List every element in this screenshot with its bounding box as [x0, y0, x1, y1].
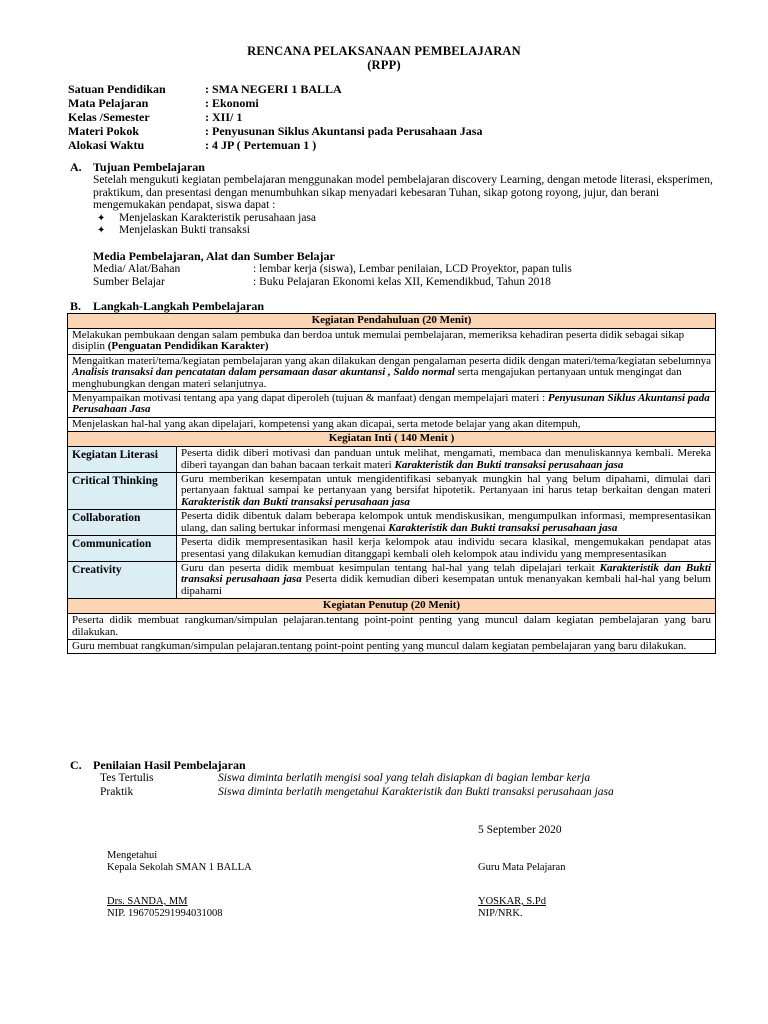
goal-item — [97, 212, 316, 224]
inti-row — [68, 536, 716, 562]
inti-row — [68, 447, 716, 473]
inti-label: Kegiatan Literasi — [68, 447, 177, 473]
section-letter: A. — [70, 160, 82, 174]
cell-text: Melakukan pembukaan dengan salam pembuka dan berdoa untuk memulai pembelajaran, memeriksa kehadiran peserta didik sebagai sikap disiplin — [72, 329, 685, 353]
document-date: 5 September 2020 — [478, 824, 562, 836]
principal-nip: NIP. 196705291994031008 — [107, 908, 223, 919]
cell-text: serta mengajukan pertanyaan untuk mengingat dan menghubungkan dengan materi selanjutnya. — [72, 366, 682, 390]
cell-text: Menjelaskan hal-hal yang akan dipelajari, kompetensi yang akan dicapai, serta metode belajar yang akan ditempuh, — [72, 417, 581, 430]
emphasis-text: Analisis transaksi dan pencatatan dalam persamaan dasar akuntansi , Saldo normal — [72, 366, 455, 379]
inti-label: Critical Thinking — [68, 473, 177, 510]
cell-text: Mengaitkan materi/tema/kegiatan pembelajaran yang akan dilakukan dengan pengalaman peserta didik dengan materi/tema/kegiatan sebelumnya — [72, 354, 711, 367]
learning-steps-table — [67, 313, 716, 654]
cell-text: Peserta didik diberi motivasi dan panduan untuk melihat, mengamati, membaca dan menuliskannya kembali. Mereka diberi tayangan dan bahan bacaan terkait materi — [181, 447, 711, 471]
identity-label: Alokasi Waktu — [68, 138, 145, 152]
emphasis-text: Penyusunan Siklus Akuntansi pada Perusahaan Jasa — [72, 392, 710, 416]
inti-content — [177, 447, 716, 473]
inti-content — [177, 536, 716, 562]
cell-text: Peserta didik kemudian diberi kesempatan untuk menanyakan kembali hal-hal yang belum dipahami — [181, 573, 711, 597]
section-letter: B. — [70, 299, 82, 313]
section-letter: C. — [70, 758, 82, 772]
identity-label: Satuan Pendidikan — [68, 82, 166, 96]
cell-text: Peserta didik mempresentasikan hasil kerja kelompok atau individu secara klasikal, mengemukakan pendapat atas presentasi yang dilakukan kemudian ditanggapi kembali oleh kelompok atau individu yang mempresentasikan — [181, 536, 711, 560]
penutup-header: Kegiatan Penutup (20 Menit) — [68, 599, 716, 614]
identity-value: : SMA NEGERI 1 BALLA — [205, 82, 342, 96]
media-label: Media/ Alat/Bahan — [93, 263, 181, 275]
inti-header-row — [68, 432, 716, 447]
inti-content — [177, 561, 716, 598]
section-title: Penilaian Hasil Pembelajaran — [93, 758, 246, 772]
assessment-value: Siswa diminta berlatih mengisi soal yang telah disiapkan di bagian lembar kerja — [218, 772, 591, 784]
emphasis-text: Karakteristik dan Bukti transaksi perusahaan jasa — [181, 561, 711, 586]
inti-row — [68, 473, 716, 510]
media-value: : lembar kerja (siswa), Lembar penilaian, LCD Proyektor, papan tulis — [253, 263, 572, 275]
document-title: RENCANA PELAKSANAAN PEMBELAJARAN — [247, 44, 521, 58]
goal-text: Menjelaskan Karakteristik perusahaan jasa — [119, 212, 317, 224]
pendahuluan-row-cell — [68, 329, 716, 355]
inti-content — [177, 473, 716, 510]
cell-text: Guru memberikan kesempatan untuk mengidentifikasi sebanyak mungkin hal yang belum dipahami, dimulai dari pertanyaan faktual sampai ke pertanyaan yang bersifat hipotetik. Pertanyaan ini harus tetap berkaitan dengan materi — [181, 473, 711, 497]
inti-label: Creativity — [68, 561, 177, 598]
penutup-row — [68, 614, 716, 640]
pendahuluan-header: Kegiatan Pendahuluan (20 Menit) — [68, 314, 716, 329]
emphasis-text: Karakteristik dan Bukti transaksi perusahaan jasa — [388, 521, 618, 534]
teacher-title: Guru Mata Pelajaran — [478, 862, 566, 873]
section-title: Tujuan Pembelajaran — [93, 160, 205, 174]
penutup-row-cell — [68, 614, 716, 640]
cell-text: Peserta didik dibentuk dalam beberapa kelompok untuk mendiskusikan, mengumpulkan informasi, mempresentasikan ulang, dan saling bertukar informasi mengenai — [181, 510, 711, 534]
inti-content — [177, 510, 716, 536]
inti-row — [68, 510, 716, 536]
inti-label: Collaboration — [68, 510, 177, 536]
principal-name: Drs. SANDA, MM — [107, 896, 188, 907]
pendahuluan-row — [68, 354, 716, 391]
cell-text: Guru dan peserta didik membuat kesimpulan tentang hal-hal yang telah dipelajari terkait — [181, 561, 600, 574]
pendahuluan-row — [68, 329, 716, 355]
principal-title: Kepala Sekolah SMAN 1 BALLA — [107, 862, 252, 873]
inti-row — [68, 561, 716, 598]
penutup-row — [68, 639, 716, 653]
penutup-header-row — [68, 599, 716, 614]
inti-header: Kegiatan Inti ( 140 Menit ) — [68, 432, 716, 447]
identity-label: Materi Pokok — [68, 124, 139, 138]
cell-text: Peserta didik membuat rangkuman/simpulan pelajaran.tentang point-point penting yang muncul dalam kegiatan pembelajaran yang baru dilakukan. — [72, 614, 711, 638]
assessment-label: Tes Tertulis — [100, 772, 154, 784]
goal-item — [97, 224, 250, 236]
inti-label: Communication — [68, 536, 177, 562]
media-label: Sumber Belajar — [93, 276, 165, 288]
identity-value: : Penyusunan Siklus Akuntansi pada Perusahaan Jasa — [205, 124, 483, 138]
emphasis-text: (Penguatan Pendidikan Karakter) — [107, 340, 269, 353]
cell-text: Guru membuat rangkuman/simpulan pelajaran.tentang point-point penting yang muncul dalam kegiatan pembelajaran yang baru dilakukan. — [72, 639, 687, 652]
pendahuluan-row-cell — [68, 392, 716, 418]
assessment-label: Praktik — [100, 786, 134, 798]
media-value: : Buku Pelajaran Ekonomi kelas XII, Kemendikbud, Tahun 2018 — [253, 276, 551, 288]
section-title: Langkah-Langkah Pembelajaran — [93, 299, 265, 313]
pendahuluan-row-cell — [68, 417, 716, 431]
assessment-value: Siswa diminta berlatih mengetahui Karakteristik dan Bukti transaksi perusahaan jasa — [218, 786, 614, 798]
document-subtitle: (RPP) — [367, 58, 401, 72]
identity-value: : Ekonomi — [205, 96, 259, 110]
cell-text: Menyampaikan motivasi tentang apa yang dapat diperoleh (tujuan & manfaat) dengan mempelajari materi : — [72, 392, 548, 405]
emphasis-text: Karakteristik dan Bukti transaksi perusahaan jasa — [181, 495, 410, 508]
pendahuluan-row-cell — [68, 354, 716, 391]
pendahuluan-row — [68, 417, 716, 431]
identity-label: Mata Pelajaran — [68, 96, 149, 110]
teacher-name: YOSKAR, S.Pd — [478, 896, 546, 907]
emphasis-text: Karakteristik dan Bukti transaksi perusahaan jasa — [394, 458, 624, 471]
section-a-intro: Setelah mengukuti kegiatan pembelajaran menggunakan model pembelajaran discovery Learning, dengan metode literasi, eksperimen, praktikum, dan presentasi dengan menumbuhkan sikap menyadari kebesaran Tuhan, sikap gotong royong, jujur, dan berani mengemukakan pendapat, siswa dapat : — [93, 174, 713, 211]
identity-value: : XII/ 1 — [205, 110, 243, 124]
goal-text: Menjelaskan Bukti transaksi — [119, 224, 250, 236]
bullet-star-icon: ✦ — [97, 213, 106, 224]
pendahuluan-header-row — [68, 314, 716, 329]
acknowledged-label: Mengetahui — [107, 850, 158, 861]
bullet-star-icon: ✦ — [97, 225, 106, 236]
identity-value: : 4 JP ( Pertemuan 1 ) — [205, 138, 317, 152]
identity-label: Kelas /Semester — [68, 110, 150, 124]
media-heading: Media Pembelajaran, Alat dan Sumber Belajar — [93, 249, 335, 263]
penutup-row-cell — [68, 639, 716, 653]
teacher-nip: NIP/NRK. — [478, 908, 523, 919]
pendahuluan-row — [68, 392, 716, 418]
